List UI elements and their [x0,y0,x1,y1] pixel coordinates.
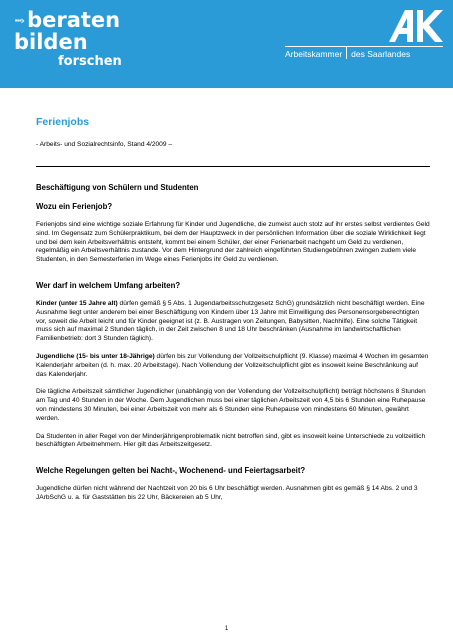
paragraph-arbeitszeit: Die tägliche Arbeitszeit sämtlicher Jugendlicher (unabhängig von der Vollendung der Vollzeitschulpflicht) beträgt höchstens 8 Stunden am Tag und 40 Stunden in der Woche. Dem Jugendlichen muss bei einer täglichen Arbeitszeit von 4,5 bis 6 Stunden eine Ruhepause von mindestens 30 Minuten, bei einer Arbeitszeit von mehr als 6 Stunden eine Ruhepause von mindestens 60 Minuten, gewährt werden. [36,388,426,422]
paragraph-kinder-lead: Kinder (unter 15 Jahre alt) [36,299,118,307]
brand-line-beraten: beraten [27,8,121,32]
brand-line-forschen: forschen [58,54,122,69]
org-name-part2: des Saarlandes [351,49,411,59]
brand-logo [14,10,122,69]
paragraph-nachtarbeit: Jugendliche dürfen nicht während der Nachtzeit von 20 bis 6 Uhr beschäftigt werden. Ausnahmen gibt es gemäß § 14 Abs. 2 und 3 JArbSchG u. a. für Gaststätten bis 22 Uhr, Bäckereien ab 5 Uhr, [36,485,418,501]
org-name-part1: Arbeitskammer [285,49,343,59]
paragraph-kinder-text: dürfen gemäß § 5 Abs. 1 Jugendarbeitsschutzgesetz SchG) grundsätzlich nicht beschäftigt werden. Eine Ausnahme liegt unter anderem bei einer Beschäftigung von Kindern über 13 Jahre mit Einwilligung des Personensorgeberechtigten vor, soweit die Arbeit leicht und für Kinder geeignet ist (z. B. Austragen von Zeitungen, Babysitten, Nachhilfe). Eine solche Tätigkeit muss sich auf maximal 2 Stunden täglich, in der Zeit zwischen 8 und 18 Uhr beschränken (Ausnahme im landwirtschaftlichen Familienbetrieb: dort 3 Stunden täglich). [36,299,425,343]
paragraph-jugendliche [36,353,430,379]
ak-logo-icon [389,10,443,42]
section-heading: Beschäftigung von Schülern und Studenten [36,183,199,192]
org-divider [346,47,347,59]
brand-line-bilden: bilden [14,30,88,54]
paragraph-kinder [36,300,430,344]
page-subtitle: - Arbeits- und Sozialrechtsinfo, Stand 4/2009 – [36,141,172,148]
organization-logo [285,10,443,59]
question-heading-umfang: Wer darf in welchem Umfang arbeiten? [36,280,181,290]
paragraph-studenten: Da Studenten in aller Regel von der Minderjährigenproblematik nicht betroffen sind, gibt es insoweit keine Unterschiede zu vollzeitlich beschäftigten Arbeitnehmern. Hier gilt das Arbeitszeitgesetz. [36,432,426,449]
question-heading-ferienjob: Wozu ein Ferienjob? [36,202,113,211]
header-banner [0,0,453,88]
document-body [36,116,430,503]
horizontal-divider [36,166,430,167]
paragraph-jugendliche-lead: Jugendliche (15- bis unter 18-Jährige) [36,352,155,360]
arrow-icon: ···› [14,14,24,27]
page-title: Ferienjobs [36,116,90,128]
paragraph-jugendliche-text: dürfen bis zur Vollendung der Vollzeitschulpflicht (9. Klasse) maximal 4 Wochen im gesamten Kalenderjahr arbeiten (d. h. max. 20 Arbeitstage). Nach Vollendung der Vollzeitschulpflicht gibt es insoweit keine Beschränkung auf das Kalenderjahr. [36,352,429,378]
paragraph-ferienjob: Ferienjobs sind eine wichtige soziale Erfahrung für Kinder und Jugendliche, die zumeist auch stolz auf ihr erstes selbst verdientes Geld sind. Im Gegensatz zum Schülerpraktikum, bei dem der Hauptzweck in der persönlichen Information über die soziale Wirklichkeit liegt und bei dem kein Arbeitsverhältnis entsteht, kommt bei einem Schüler, der einer Ferienarbeit nachgeht um Geld zu verdienen, regelmäßig ein Arbeitsverhältnis zustande. Vor dem Hintergrund der zahlreich eingeführten Studiengebühren zwingen zudem viele Studenten, in den Semesterferien im Wege eines Ferienjobs ihr Geld zu verdienen. [36,221,430,264]
page-number: 1 [224,626,229,632]
question-heading-nachtarbeit: Welche Regelungen gelten bei Nacht-, Wochenend- und Feiertagsarbeit? [36,466,306,476]
